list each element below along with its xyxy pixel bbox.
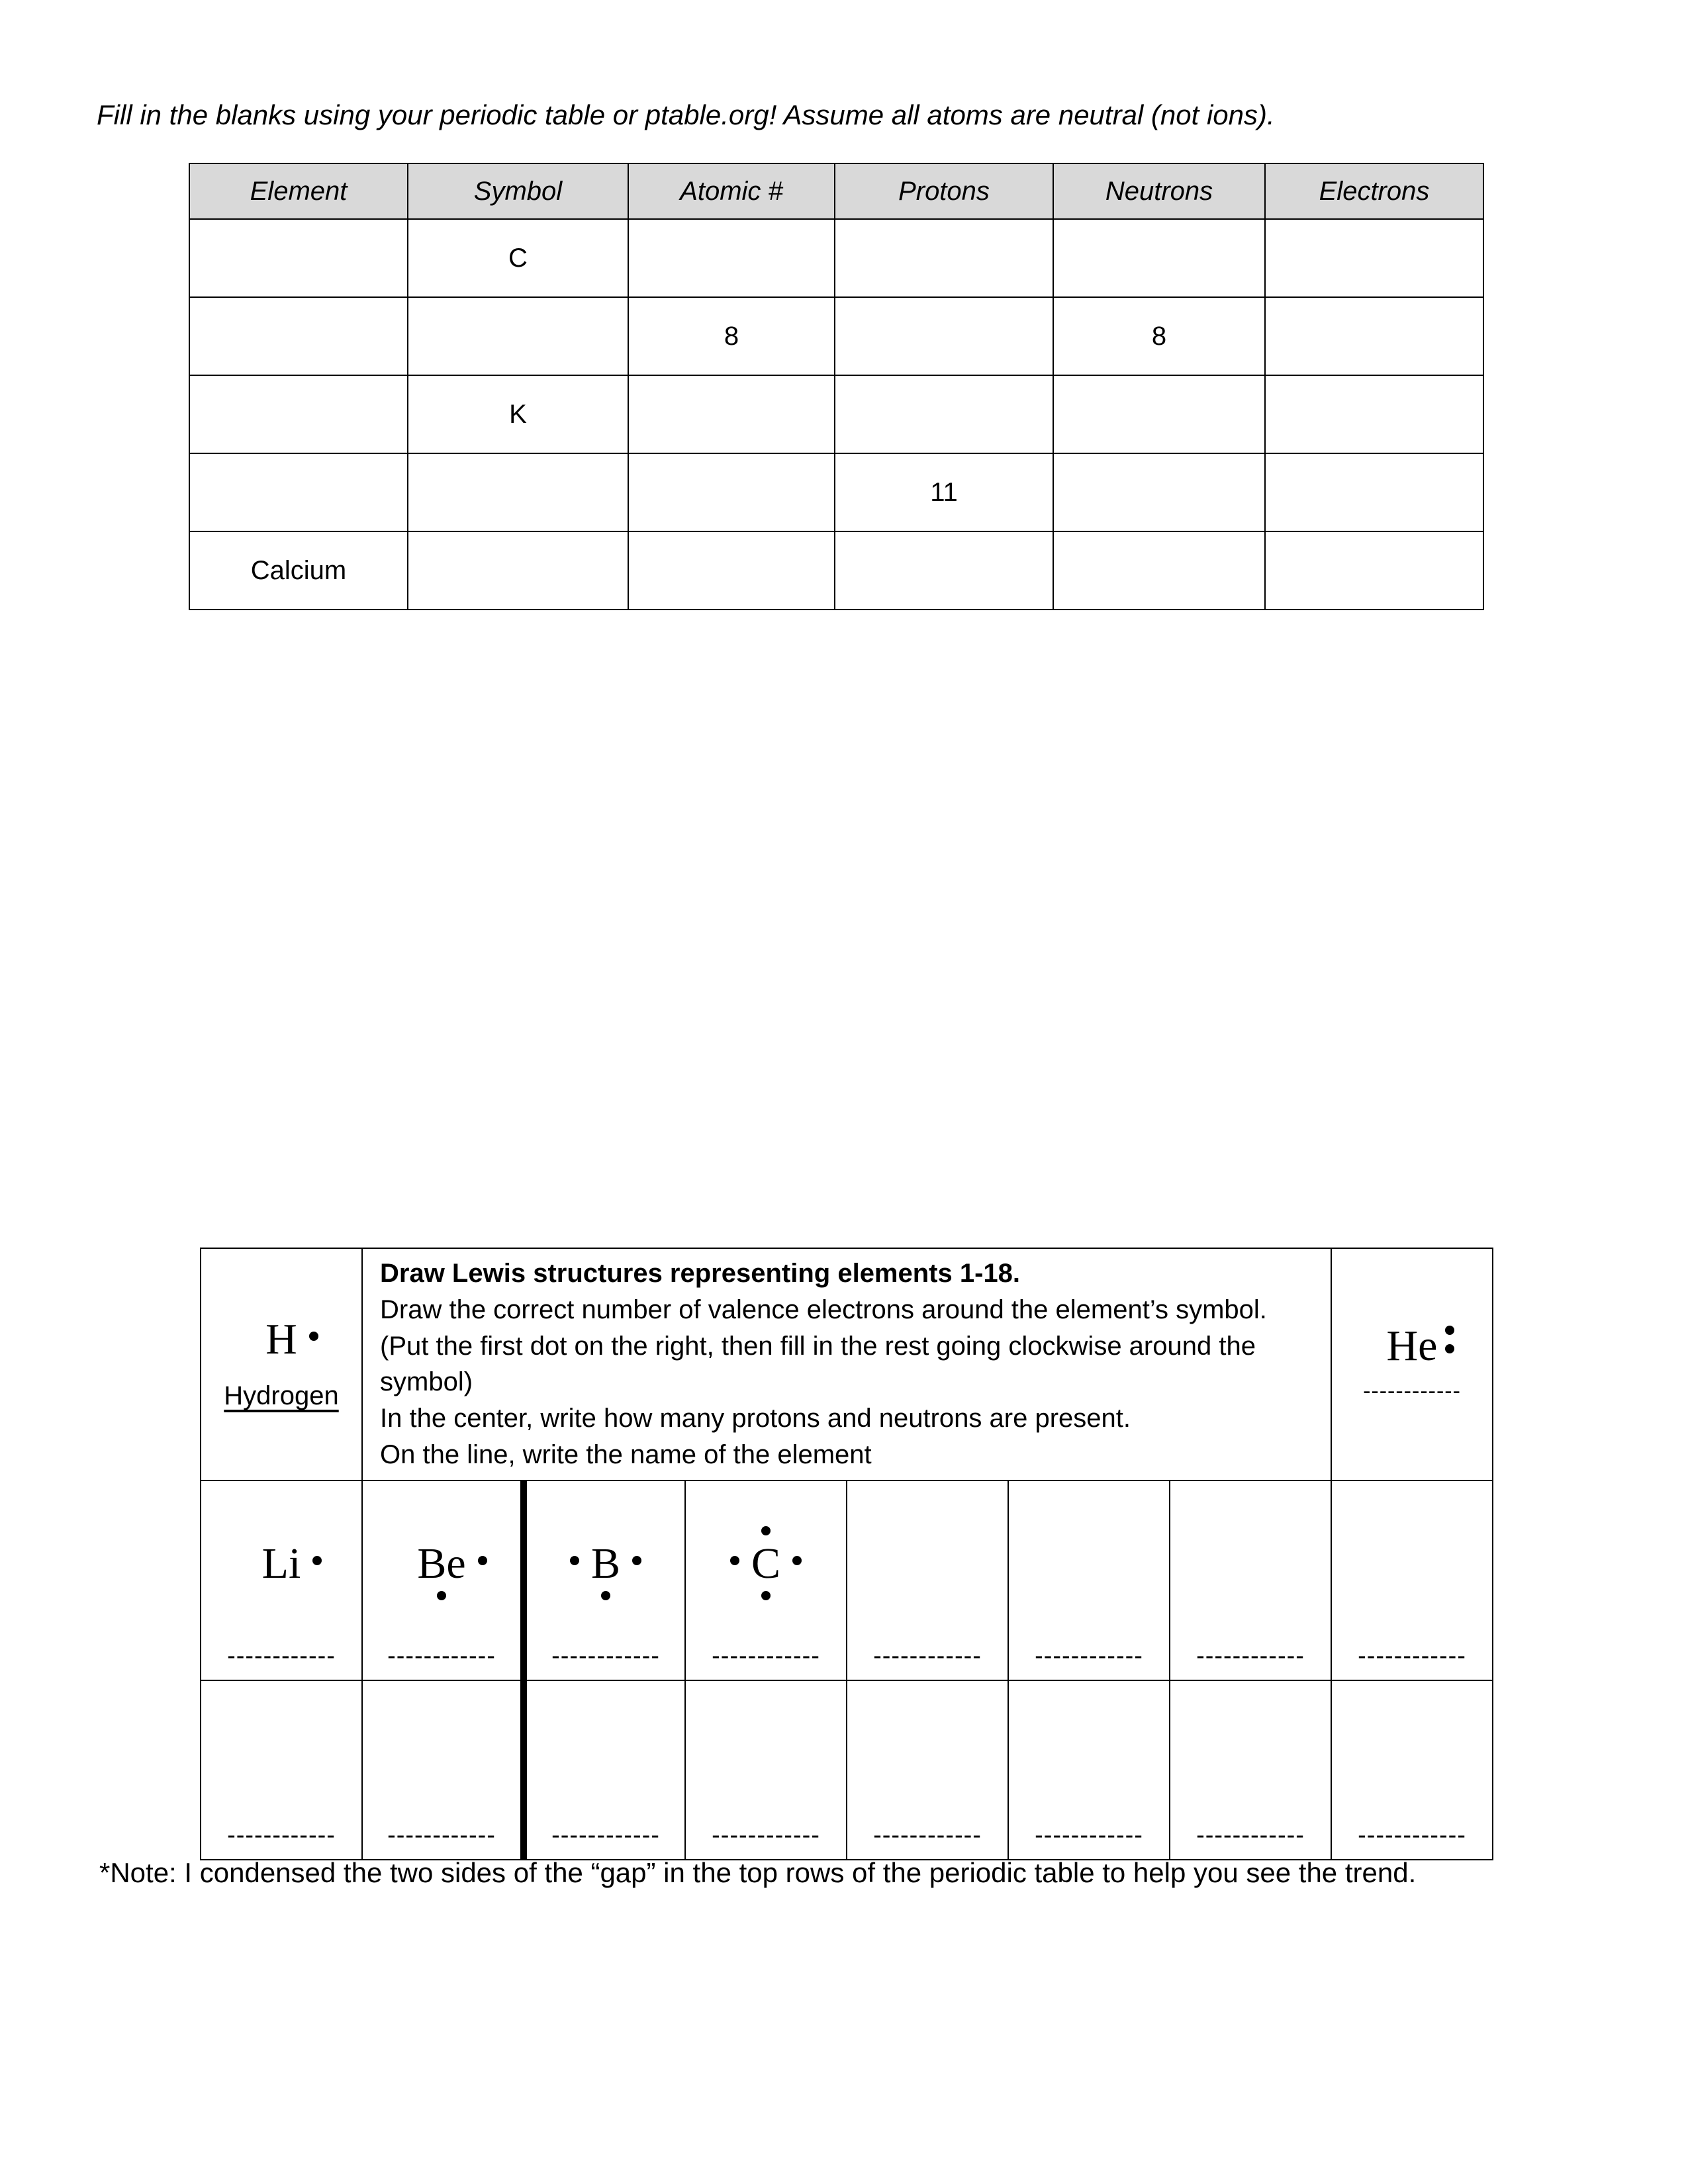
table-row <box>189 375 1483 453</box>
lewis-cell-blank <box>201 1680 362 1860</box>
cell-electrons <box>1265 297 1483 375</box>
answer-line: ------------ <box>227 1641 336 1670</box>
cell-symbol <box>408 531 628 610</box>
answer-line: ------------ <box>387 1641 496 1670</box>
element-symbol: Li <box>261 1539 301 1588</box>
table-row <box>189 453 1483 531</box>
col-header-symbol: Symbol <box>408 163 628 219</box>
cell-protons <box>835 375 1053 453</box>
lewis-row-2 <box>201 1480 1493 1680</box>
cell-neutrons <box>1053 219 1265 297</box>
cell-protons <box>835 297 1053 375</box>
element-symbol: H <box>265 1314 297 1363</box>
element-symbol: B <box>590 1539 621 1588</box>
lewis-cell-blank <box>1008 1680 1170 1860</box>
answer-line: ------------ <box>873 1821 982 1849</box>
electron-dot <box>632 1556 641 1565</box>
cell-electrons <box>1265 375 1483 453</box>
cell-electrons <box>1265 453 1483 531</box>
table-row <box>189 219 1483 297</box>
cell-electrons <box>1265 219 1483 297</box>
lewis-structure-hydrogen <box>265 1314 297 1363</box>
worksheet-instruction: Fill in the blanks using your periodic table or ptable.org! Assume all atoms are neutral (not ions). <box>97 99 1275 130</box>
col-header-electrons: Electrons <box>1265 163 1483 219</box>
electron-dot <box>1445 1344 1454 1353</box>
lewis-instructions <box>362 1248 1331 1480</box>
col-header-atomic: Atomic # <box>628 163 835 219</box>
electron-dot <box>437 1591 446 1600</box>
lewis-cell-beryllium <box>362 1480 524 1680</box>
answer-line: ------------ <box>1363 1378 1461 1404</box>
answer-line: ------------ <box>1358 1641 1466 1670</box>
element-symbol: Be <box>417 1539 466 1588</box>
cell-atomic: 8 <box>628 297 835 375</box>
answer-line: ------------ <box>1035 1641 1143 1670</box>
electron-dot <box>730 1556 739 1565</box>
answer-line: ------------ <box>1358 1821 1466 1849</box>
cell-symbol <box>408 297 628 375</box>
col-header-neutrons: Neutrons <box>1053 163 1265 219</box>
cell-symbol: C <box>408 219 628 297</box>
lewis-cell-blank <box>362 1680 524 1860</box>
answer-line: ------------ <box>227 1821 336 1849</box>
lewis-cell-blank <box>1170 1680 1331 1860</box>
lewis-cell-blank <box>847 1680 1008 1860</box>
lewis-cell-carbon <box>685 1480 847 1680</box>
cell-neutrons: 8 <box>1053 297 1265 375</box>
electron-dot <box>761 1526 771 1535</box>
answer-line: ------------ <box>1035 1821 1143 1849</box>
lewis-cell-blank <box>847 1480 1008 1680</box>
cell-protons <box>835 531 1053 610</box>
lewis-cell-blank <box>1170 1480 1331 1680</box>
answer-line: ------------ <box>551 1821 660 1849</box>
lewis-instructions-line: On the line, write the name of the element <box>380 1439 872 1469</box>
cell-element <box>189 453 408 531</box>
lewis-instructions-title: Draw Lewis structures representing elements 1-18. <box>380 1259 1021 1288</box>
cell-symbol: K <box>408 375 628 453</box>
cell-protons: 11 <box>835 453 1053 531</box>
lewis-structure-beryllium <box>417 1539 466 1588</box>
cell-atomic <box>628 375 835 453</box>
cell-element <box>189 375 408 453</box>
element-fill-table <box>189 163 1484 610</box>
lewis-structure-boron <box>590 1539 621 1588</box>
table-row <box>189 531 1483 610</box>
lewis-cell-lithium <box>201 1480 362 1680</box>
lewis-cell-blank <box>685 1680 847 1860</box>
cell-protons <box>835 219 1053 297</box>
cell-neutrons <box>1053 375 1265 453</box>
cell-symbol <box>408 453 628 531</box>
element-name-label: Hydrogen <box>224 1381 339 1410</box>
electron-dot <box>792 1556 802 1565</box>
cell-element: Calcium <box>189 531 408 610</box>
lewis-cell-blank <box>524 1680 685 1860</box>
lewis-structure-carbon <box>751 1539 781 1588</box>
fill-table-header-row <box>189 163 1483 219</box>
cell-atomic <box>628 219 835 297</box>
electron-dot <box>309 1332 318 1341</box>
answer-line: ------------ <box>712 1821 820 1849</box>
lewis-structure-lithium <box>261 1539 301 1588</box>
lewis-row-1 <box>201 1248 1493 1480</box>
cell-neutrons <box>1053 453 1265 531</box>
lewis-cell-boron <box>524 1480 685 1680</box>
lewis-cell-helium <box>1331 1248 1493 1480</box>
cell-electrons <box>1265 531 1483 610</box>
col-header-element: Element <box>189 163 408 219</box>
electron-dot <box>601 1591 610 1600</box>
cell-element <box>189 297 408 375</box>
answer-line: ------------ <box>551 1641 660 1670</box>
answer-line: ------------ <box>387 1821 496 1849</box>
lewis-row-3 <box>201 1680 1493 1860</box>
cell-element <box>189 219 408 297</box>
answer-line: ------------ <box>1196 1821 1305 1849</box>
lewis-structure-helium <box>1386 1321 1438 1370</box>
lewis-instructions-line: Draw the correct number of valence electrons around the element’s symbol. (Put the first dot on the right, then fill in the rest going clockwise around the symbol) <box>380 1295 1267 1397</box>
electron-dot <box>761 1591 771 1600</box>
answer-line: ------------ <box>873 1641 982 1670</box>
electron-dot <box>312 1556 322 1565</box>
footnote: *Note: I condensed the two sides of the “gap” in the top rows of the periodic table to help you see the trend. <box>99 1857 1417 1888</box>
lewis-structure-table <box>200 1248 1493 1860</box>
answer-line: ------------ <box>712 1641 820 1670</box>
element-symbol: He <box>1386 1321 1438 1370</box>
col-header-protons: Protons <box>835 163 1053 219</box>
lewis-instructions-line: In the center, write how many protons and neutrons are present. <box>380 1404 1131 1433</box>
lewis-cell-blank <box>1008 1480 1170 1680</box>
electron-dot <box>570 1556 579 1565</box>
table-row <box>189 297 1483 375</box>
electron-dot <box>1445 1326 1454 1335</box>
cell-atomic <box>628 453 835 531</box>
answer-line: ------------ <box>1196 1641 1305 1670</box>
element-symbol: C <box>751 1539 781 1588</box>
cell-atomic <box>628 531 835 610</box>
lewis-cell-blank <box>1331 1480 1493 1680</box>
lewis-cell-blank <box>1331 1680 1493 1860</box>
electron-dot <box>478 1556 487 1565</box>
lewis-cell-hydrogen <box>201 1248 362 1480</box>
cell-neutrons <box>1053 531 1265 610</box>
